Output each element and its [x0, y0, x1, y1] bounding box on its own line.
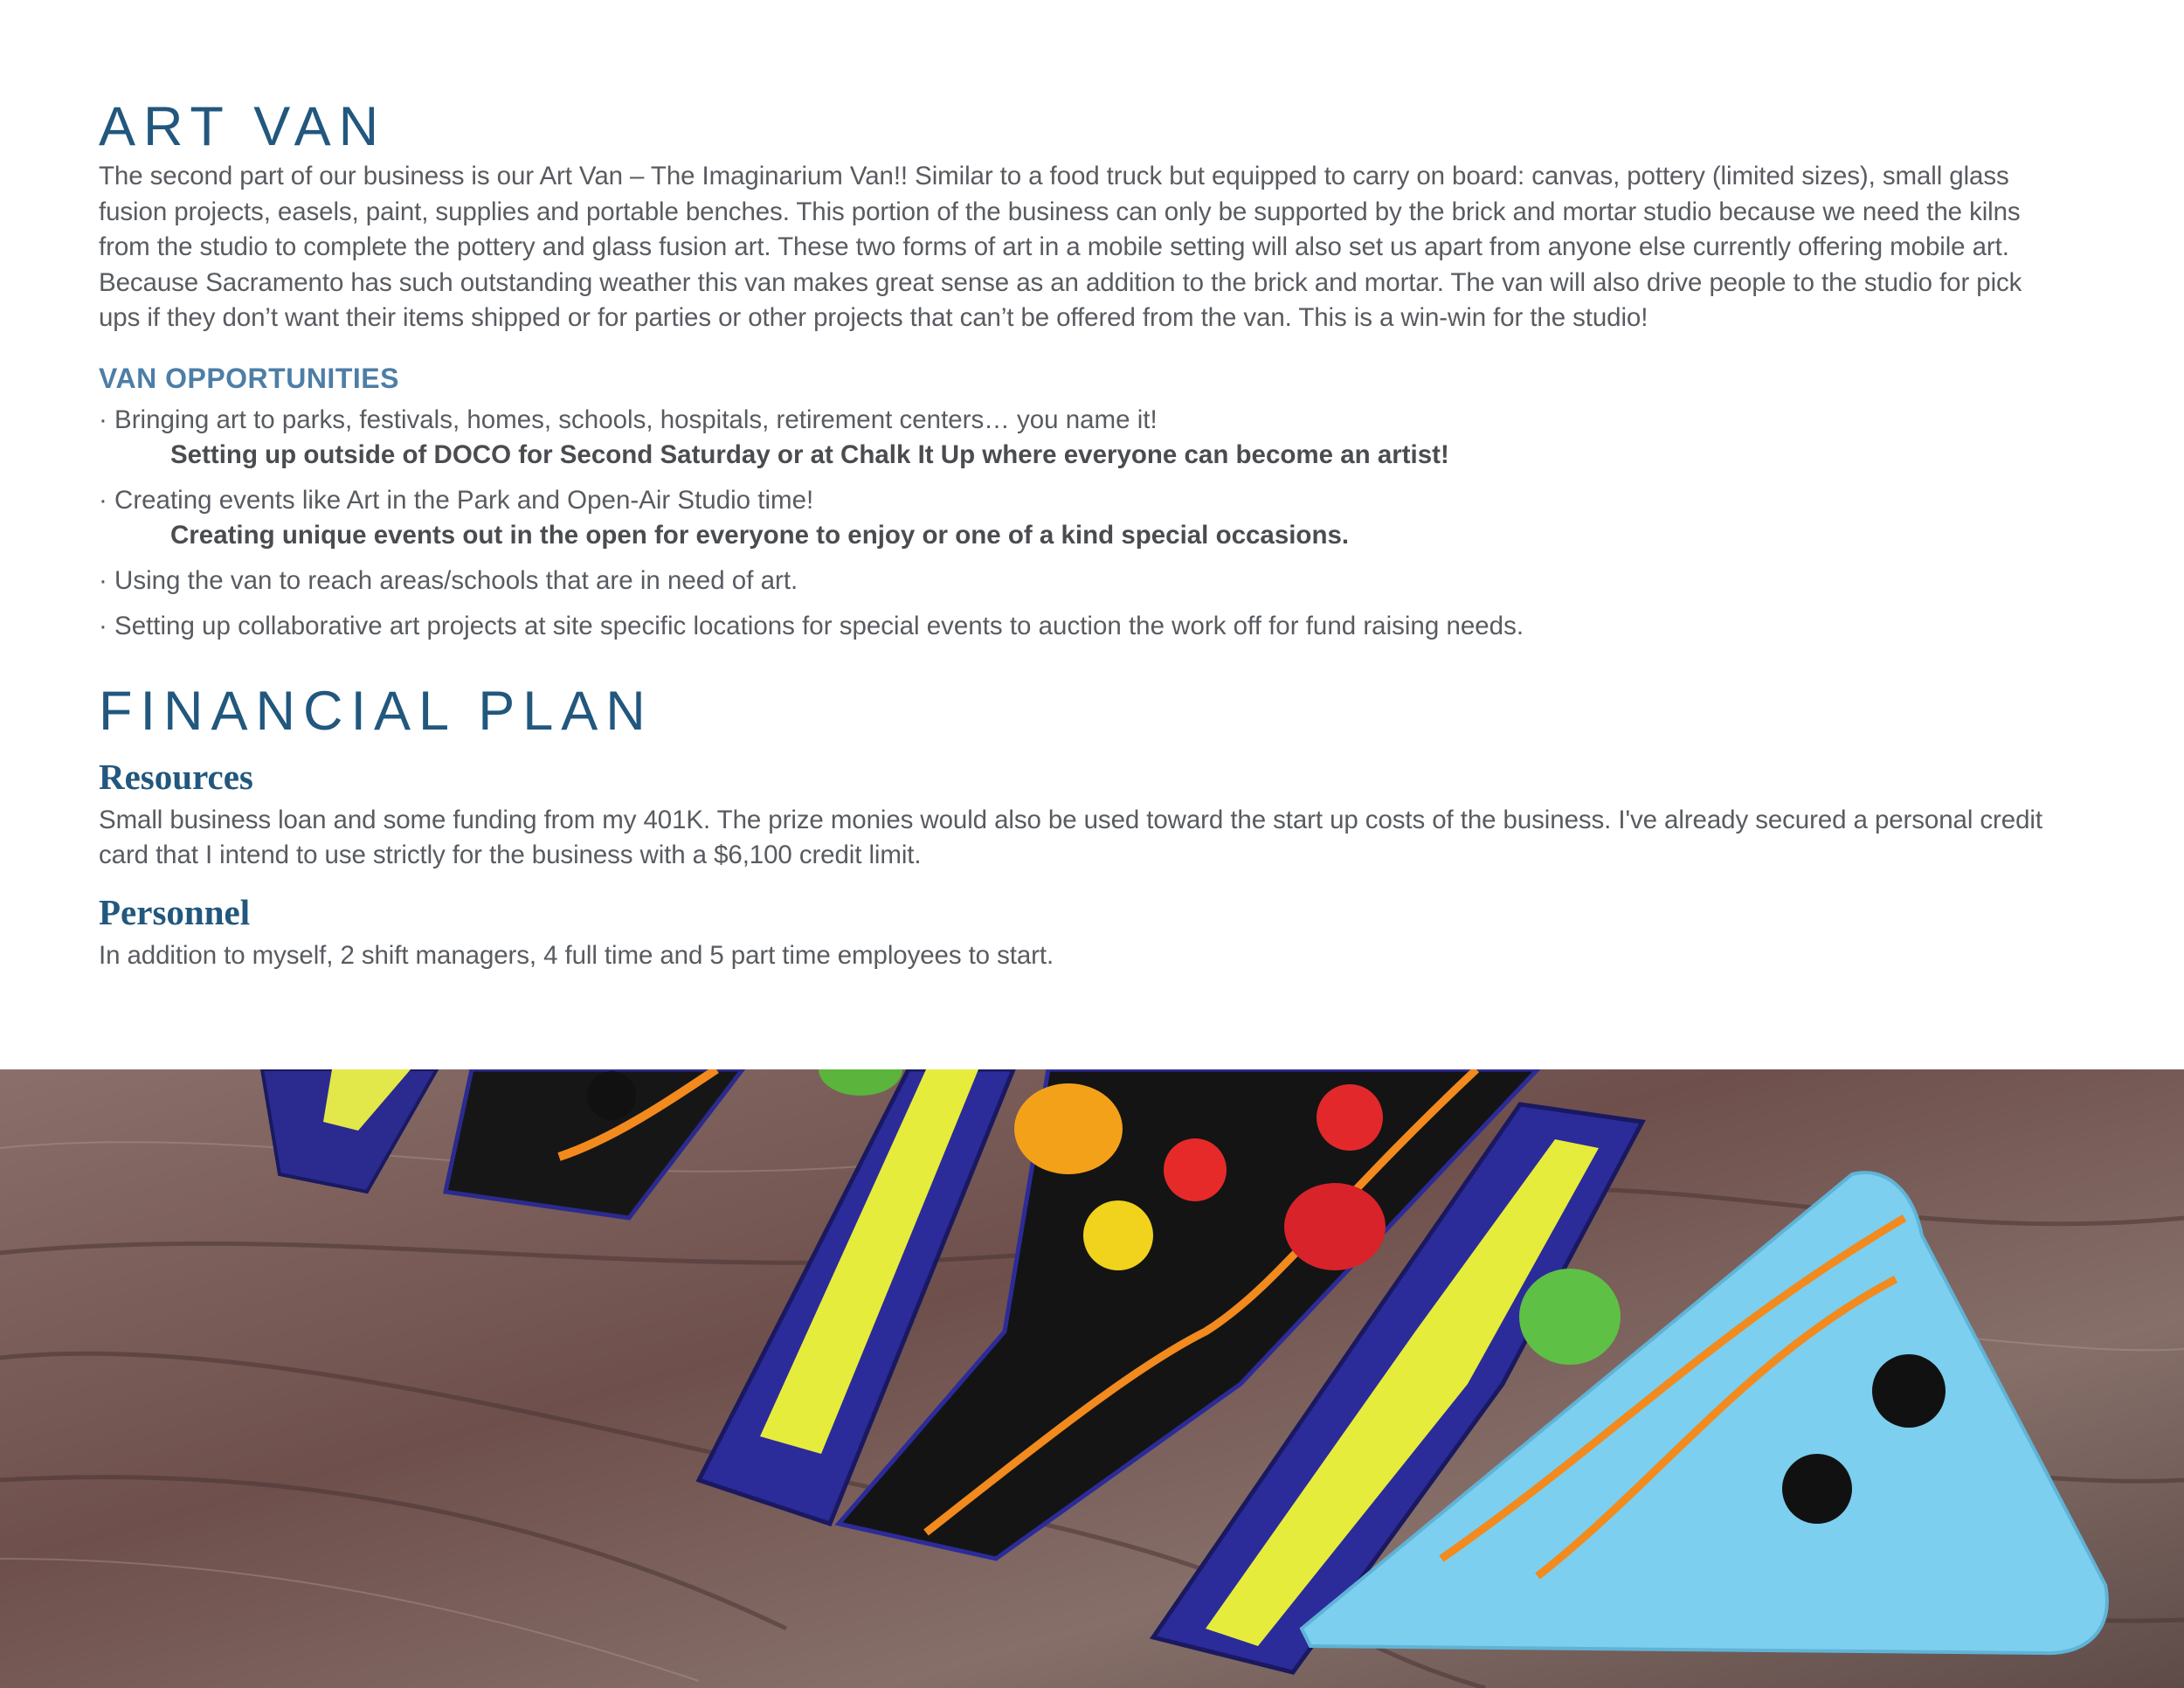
list-item: · Bringing art to parks, festivals, homes, schools, hospitals, retirement centers… you name it!	[99, 405, 1158, 434]
art-van-body: The second part of our business is our Art Van – The Imaginarium Van!! Similar to a food truck but equipped to carry on board: canvas, pottery (limited sizes), small glass fusion projects, easels, paint, supplies and portable benches. This portion of the business can only be supported by the brick and mortar studio because we need the kilns from the studio to complete the pottery and glass fusion art. These two forms of art in a mobile setting will also set us apart from anyone else currently offering mobile art. Because Sacramento has such outstanding weather this van makes great sense as an addition to the brick and mortar. The van will also drive people to the studio for pick ups if they don’t want their items shipped or for parties or other projects that can’t be offered from the van. This is a win-win for the studio!	[99, 162, 2022, 332]
list-item-detail: Setting up outside of DOCO for Second Saturday or at Chalk It Up where everyone can become an artist!	[170, 439, 1449, 469]
glass-art-photo	[0, 1069, 2184, 1688]
financial-plan-title: FINANCIAL PLAN	[99, 680, 653, 742]
resources-body: Small business loan and some funding from my 401K. The prize monies would also be used toward the start up costs of the business. I've already secured a personal credit card that I intend to use strictly for the business with a $6,100 credit limit.	[99, 805, 2042, 869]
van-opportunities-list	[99, 403, 2064, 644]
glass-art-illustration	[0, 1069, 2184, 1688]
personnel-title: Personnel	[99, 891, 251, 932]
list-item-detail: Creating unique events out in the open for everyone to enjoy or one of a kind special occasions.	[170, 520, 1350, 550]
art-van-title: ART VAN	[99, 96, 387, 157]
personnel-body: In addition to myself, 2 shift managers, 4 full time and 5 part time employees to start.	[99, 940, 1054, 970]
list-item: · Creating events like Art in the Park and Open-Air Studio time!	[99, 485, 814, 515]
page-content	[99, 96, 2064, 973]
list-item: · Setting up collaborative art projects at site specific locations for special events to auction the work off for fund raising needs.	[99, 611, 1524, 640]
resources-title: Resources	[99, 756, 253, 797]
list-item: · Using the van to reach areas/schools that are in need of art.	[99, 565, 798, 595]
van-opportunities-title: VAN OPPORTUNITIES	[99, 362, 399, 394]
